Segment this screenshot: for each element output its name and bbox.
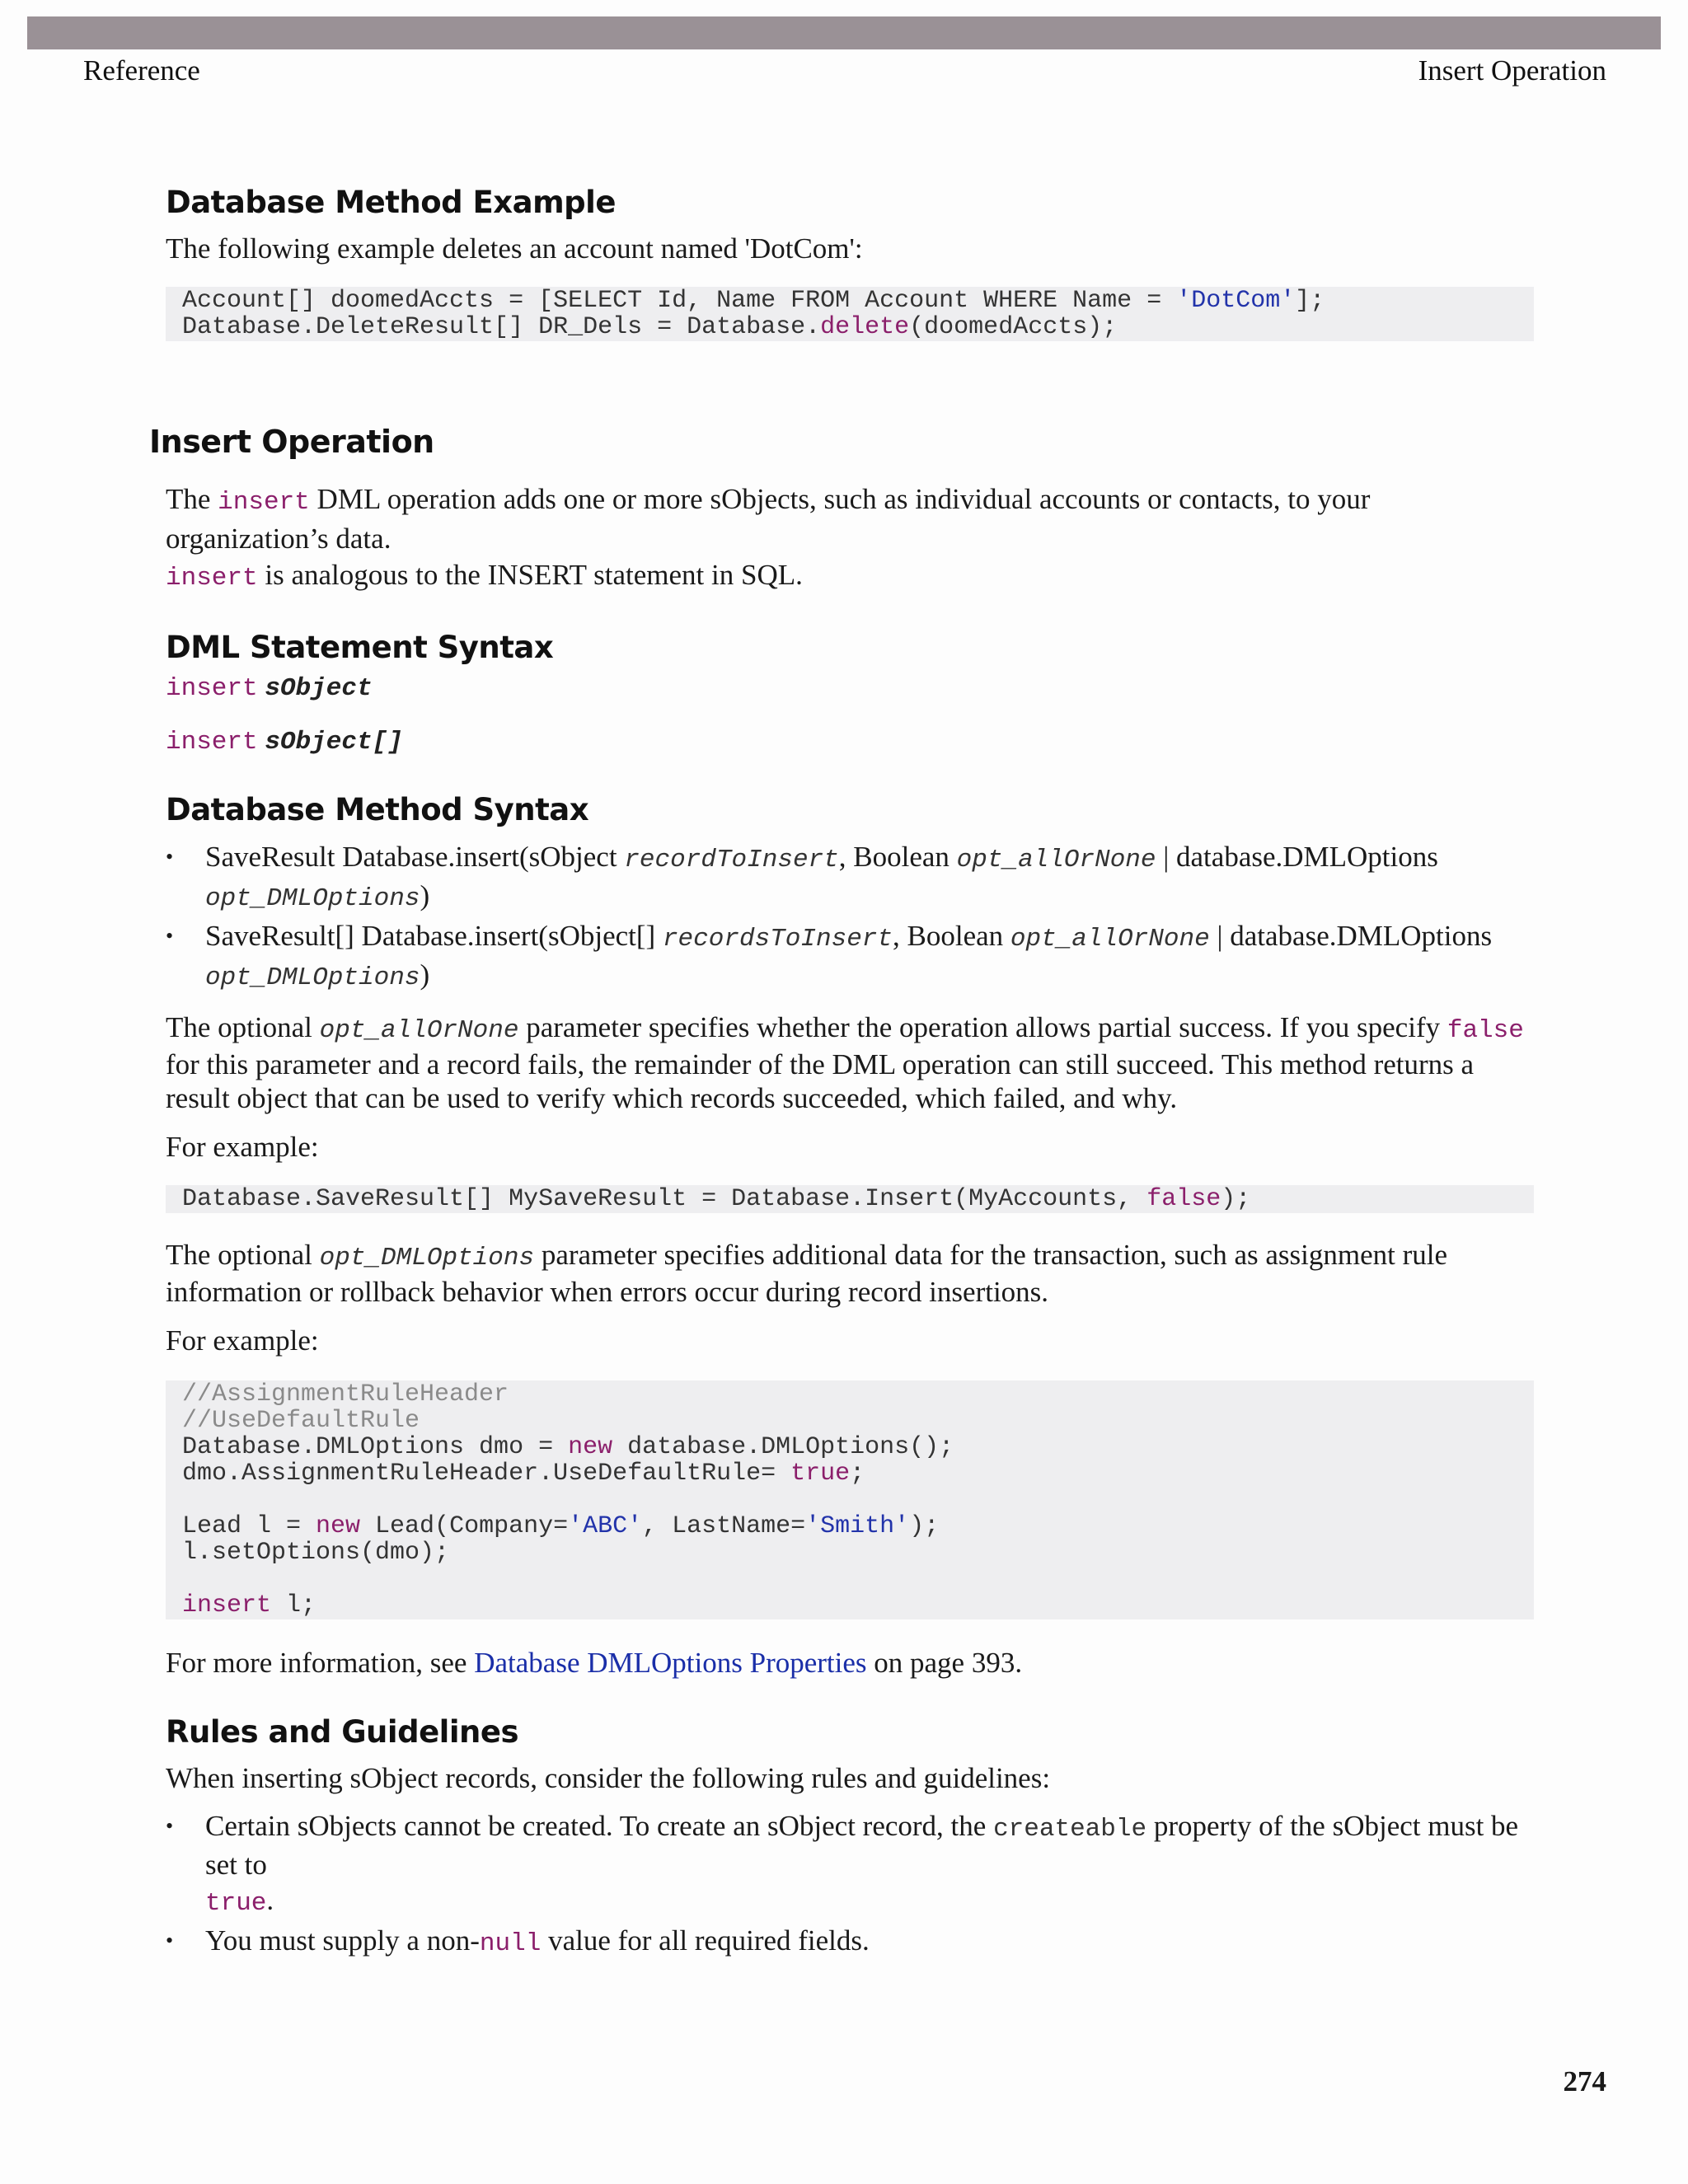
heading-database-method-example: Database Method Example <box>166 185 616 220</box>
text: for this parameter and a record fails, the remainder of the DML operation can still succeed. This method returns a result object that can be used to verify which records succeeded, which failed, and why. <box>166 1048 1475 1114</box>
param: opt_allOrNone <box>319 1016 519 1045</box>
text: , Boolean <box>893 920 1010 952</box>
syntax-line-single <box>166 668 1534 705</box>
code-string: 'DotCom' <box>1176 287 1296 315</box>
code-text: Database.SaveResult[] MySaveResult = Database.Insert(MyAccounts, <box>182 1185 1147 1213</box>
code-text: (doomedAccts); <box>909 313 1118 341</box>
code-text: database.DMLOptions(); <box>612 1433 954 1461</box>
code-keyword: new <box>316 1512 361 1540</box>
rules-list <box>166 1808 1534 1961</box>
code-block-saveresult <box>166 1185 1534 1213</box>
code-block-dmloptions <box>166 1380 1534 1619</box>
param: opt_DMLOptions <box>205 963 420 992</box>
text: The optional <box>166 1011 320 1043</box>
code-text: Database.DMLOptions dmo = <box>182 1433 569 1461</box>
inline-code-keyword: insert <box>218 488 310 517</box>
code-text: dmo.AssignmentRuleHeader.UseDefaultRule= <box>182 1460 791 1488</box>
code-text: Lead(Company= <box>360 1512 569 1540</box>
code-string: 'ABC' <box>568 1512 643 1540</box>
text: . <box>266 1884 274 1916</box>
insert-intro-paragraph <box>166 481 1534 597</box>
text: DML operation adds one or more sObjects, such as individual accounts or contacts, to your organization’s data. <box>166 483 1371 555</box>
example-intro: The following example deletes an account named 'DotCom': <box>166 232 863 265</box>
code-comment: //AssignmentRuleHeader <box>182 1380 509 1408</box>
code-text: Account[] doomedAccts = [SELECT Id, Name FROM Account WHERE Name = <box>182 287 1177 315</box>
code-keyword: delete <box>820 313 910 341</box>
text: , Boolean <box>838 841 957 873</box>
text: | database.DMLOptions <box>1156 841 1438 873</box>
text: You must supply a non- <box>205 1924 480 1957</box>
header-bar <box>27 16 1661 49</box>
list-item <box>166 839 1534 916</box>
param: opt_DMLOptions <box>319 1244 535 1272</box>
text: SaveResult Database.insert(sObject <box>205 841 625 873</box>
code-text: Database.DeleteResult[] DR_Dels = Database. <box>182 313 821 341</box>
heading-database-method-syntax: Database Method Syntax <box>166 792 589 827</box>
text: For more information, see <box>166 1647 475 1679</box>
for-example-label: For example: <box>166 1131 319 1163</box>
list-item <box>166 918 1534 996</box>
code-text: Lead l = <box>182 1512 316 1540</box>
dmloptions-properties-link[interactable]: Database DMLOptions Properties <box>474 1647 867 1679</box>
syntax-keyword: insert <box>166 674 258 703</box>
syntax-keyword: insert <box>166 728 258 757</box>
text: parameter specifies additional data for the transaction, such as assignment rule information or rollback behavior when errors occur during record insertions. <box>166 1239 1448 1308</box>
text: The <box>166 483 218 515</box>
method-signature-list <box>166 839 1534 996</box>
heading-dml-statement-syntax: DML Statement Syntax <box>166 630 554 665</box>
inline-code: createable <box>993 1815 1147 1844</box>
code-keyword: insert <box>182 1591 272 1619</box>
text: parameter specifies whether the operation allows partial success. If you specify <box>518 1011 1447 1043</box>
inline-code-keyword: insert <box>166 564 258 593</box>
text: on page 393. <box>866 1647 1023 1679</box>
text: ) <box>420 879 430 912</box>
inline-code-keyword: false <box>1447 1016 1524 1045</box>
code-keyword: true <box>790 1460 851 1488</box>
code-text: ; <box>850 1460 865 1488</box>
text: | database.DMLOptions <box>1209 920 1493 952</box>
code-string: 'Smith' <box>805 1512 910 1540</box>
text: is analogous to the INSERT statement in SQL. <box>257 559 803 591</box>
param: recordToInsert <box>624 846 839 874</box>
param: opt_allOrNone <box>1010 925 1210 954</box>
for-example-label: For example: <box>166 1324 319 1357</box>
heading-insert-operation: Insert Operation <box>149 424 434 460</box>
allornone-paragraph <box>166 1010 1534 1115</box>
text: value for all required fields. <box>541 1924 870 1957</box>
rules-intro: When inserting sObject records, consider the following rules and guidelines: <box>166 1762 1051 1794</box>
syntax-argument: sObject[] <box>265 728 403 757</box>
code-text: ]; <box>1295 287 1325 315</box>
heading-rules-and-guidelines: Rules and Guidelines <box>166 1714 518 1750</box>
code-block-delete <box>166 287 1534 341</box>
code-text: l; <box>271 1591 316 1619</box>
text: property of the sObject must be set to <box>205 1810 1519 1881</box>
code-text: , LastName= <box>642 1512 806 1540</box>
code-comment: //UseDefaultRule <box>182 1407 420 1435</box>
list-item <box>166 1923 1534 1961</box>
more-info-paragraph <box>166 1646 1534 1680</box>
code-keyword: false <box>1146 1185 1221 1213</box>
page-number: 274 <box>1563 2065 1606 2097</box>
inline-code-keyword: true <box>205 1889 267 1918</box>
text: Certain sObjects cannot be created. To create an sObject record, the <box>205 1810 994 1842</box>
code-keyword: new <box>568 1433 613 1461</box>
code-text: ); <box>1221 1185 1251 1213</box>
text: SaveResult[] Database.insert(sObject[] <box>205 920 663 952</box>
inline-code-keyword: null <box>479 1929 542 1958</box>
param: opt_DMLOptions <box>205 884 420 913</box>
param: recordsToInsert <box>662 925 893 954</box>
running-header-topic: Insert Operation <box>1418 54 1606 87</box>
list-item <box>166 1808 1534 1921</box>
text: ) <box>420 958 430 991</box>
syntax-argument: sObject <box>265 674 373 703</box>
dmloptions-paragraph <box>166 1238 1534 1309</box>
syntax-line-array <box>166 722 1534 759</box>
code-text: l.setOptions(dmo); <box>182 1539 450 1567</box>
param: opt_allOrNone <box>956 846 1156 874</box>
page-content <box>149 185 1534 1961</box>
running-header-section: Reference <box>83 54 200 87</box>
text: The optional <box>166 1239 320 1271</box>
code-text: ); <box>909 1512 940 1540</box>
